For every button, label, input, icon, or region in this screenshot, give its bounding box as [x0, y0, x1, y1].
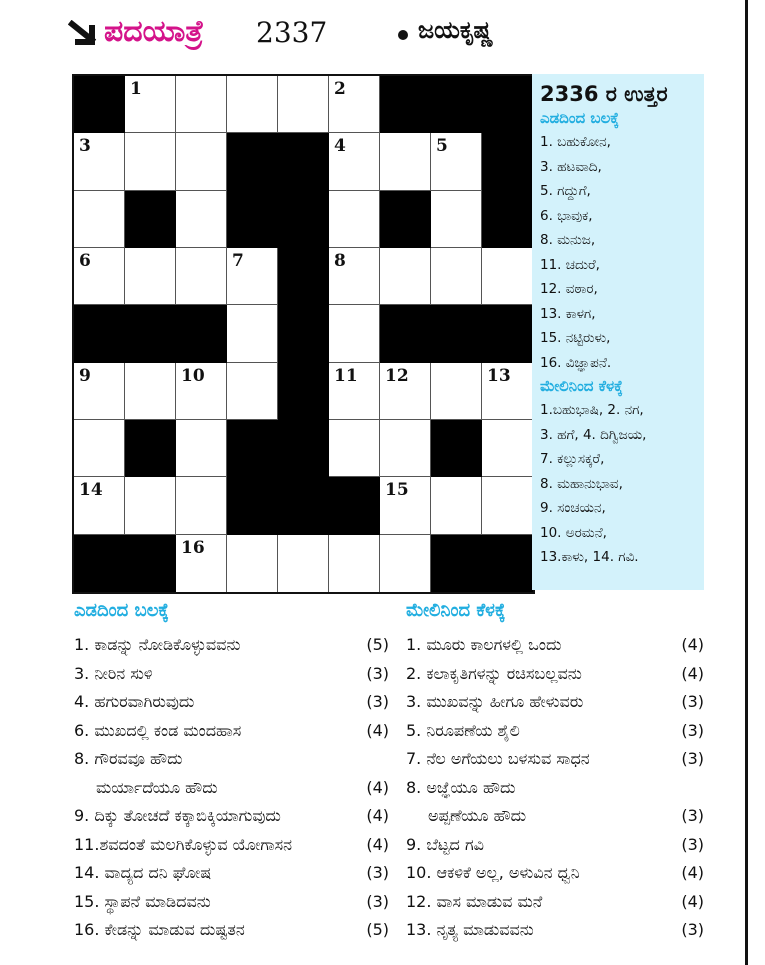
answer-item: 10. ಅರಮನೆ, [540, 524, 607, 541]
grid-cell[interactable] [125, 133, 176, 190]
cell-number: 4 [334, 136, 346, 157]
black-cell [278, 248, 329, 305]
clue-text: 5. ನಿರೂಪಣೆಯ ಶೈಲಿ [406, 720, 520, 740]
grid-cell[interactable] [176, 76, 227, 133]
cell-number: 12 [385, 365, 409, 386]
black-cell [278, 305, 329, 362]
grid-cell[interactable] [227, 305, 278, 362]
black-cell [431, 535, 482, 592]
clue-item [406, 774, 704, 803]
grid-cell[interactable] [380, 133, 431, 190]
cell-number: 10 [181, 365, 205, 386]
black-cell [482, 133, 533, 190]
clue-item [406, 631, 704, 660]
answers-heading: 2336 ರ ಉತ್ತರ [540, 82, 668, 106]
black-cell [380, 191, 431, 248]
clue-length: (3) [681, 749, 704, 768]
black-cell [74, 535, 125, 592]
clue-text: 11.ಶವದಂತೆ ಮಲಗಿಕೊಳ್ಳುವ ಯೋಗಾಸನ [74, 834, 293, 854]
black-cell [125, 535, 176, 592]
clue-text: 6. ಮುಖದಲ್ಲಿ ಕಂಡ ಮಂದಹಾಸ [74, 720, 242, 740]
grid-cell[interactable] [176, 191, 227, 248]
down-clues-list [406, 631, 704, 945]
author-name: ಜಯಕೃಷ್ಣ [418, 16, 494, 44]
cell-number: 2 [334, 79, 346, 99]
black-cell [431, 76, 482, 133]
clue-length: (4) [366, 806, 389, 825]
grid-cell[interactable] [380, 535, 431, 592]
bullet-icon [398, 30, 408, 40]
clue-item [74, 888, 389, 917]
clue-item [74, 688, 389, 717]
answer-item: 13. ಕಾಳಗ, [540, 305, 596, 322]
grid-cell[interactable] [278, 76, 329, 133]
grid-cell[interactable] [125, 76, 176, 133]
grid-cell[interactable] [380, 420, 431, 477]
clue-text: 1. ಕಾಡನ್ನು ನೋಡಿಕೊಳ್ಳುವವನು [74, 635, 241, 654]
answer-item: 1.ಬಹುಭಾಷಿ, 2. ನಗ, [540, 402, 644, 418]
black-cell [482, 305, 533, 362]
black-cell [227, 133, 278, 190]
grid-cell[interactable] [329, 305, 380, 362]
black-cell [278, 363, 329, 420]
clue-length: (3) [366, 692, 389, 711]
grid-cell[interactable] [329, 76, 380, 133]
clue-length: (4) [681, 863, 704, 882]
clue-text: 3. ನೀರಿನ ಸುಳಿ [74, 663, 153, 683]
black-cell [329, 477, 380, 534]
clue-text: 1. ಮೂರು ಕಾಲಗಳಲ್ಲಿ ಒಂದು [406, 635, 562, 654]
cell-number: 3 [79, 136, 91, 157]
across-clues-list [74, 631, 389, 945]
grid-cell[interactable] [74, 191, 125, 248]
clue-text: 16. ಕೇಡನ್ನು ಮಾಡುವ ದುಷ್ಟತನ [74, 920, 245, 939]
clue-length: (4) [681, 635, 704, 654]
clue-length: (4) [366, 777, 389, 797]
clue-item [406, 859, 704, 888]
clue-item [74, 831, 389, 860]
grid-cell[interactable] [176, 420, 227, 477]
clue-item [406, 831, 704, 860]
cell-number: 5 [436, 136, 448, 157]
arrow-down-right-icon [68, 20, 102, 50]
page-header [68, 10, 538, 60]
answer-item: 6. ಭಾವುಕ, [540, 207, 593, 224]
clue-length: (3) [366, 863, 389, 882]
grid-cell[interactable] [74, 248, 125, 305]
answer-item: 7. ಕಲ್ಲುಸಕ್ಕರೆ, [540, 451, 605, 467]
clue-item [406, 802, 704, 831]
clue-text: 10. ಆಕಳಿಕೆ ಅಲ್ಲ, ಅಳುವಿನ ಧ್ವನಿ [406, 863, 580, 882]
black-cell [431, 305, 482, 362]
black-cell [278, 420, 329, 477]
across-clues-column [74, 600, 389, 945]
grid-cell[interactable] [329, 191, 380, 248]
black-cell [482, 191, 533, 248]
clue-text: 15. ಸ್ಥಾಪನೆ ಮಾಡಿದವನು [74, 891, 211, 911]
clue-item [406, 660, 704, 689]
grid-cell[interactable] [74, 420, 125, 477]
clue-item [406, 745, 704, 774]
clue-length: (4) [366, 834, 389, 854]
black-cell [125, 305, 176, 362]
cell-number: 16 [181, 537, 205, 558]
grid-cell[interactable] [125, 248, 176, 305]
black-cell [74, 76, 125, 133]
clue-length: (3) [681, 720, 704, 740]
black-cell [125, 420, 176, 477]
grid-cell[interactable] [74, 133, 125, 190]
answer-item: 16. ವಿಜ್ಞಾಪನೆ. [540, 354, 612, 371]
grid-cell[interactable] [431, 248, 482, 305]
previous-answers-panel [532, 74, 704, 590]
cell-number: 1 [130, 79, 142, 99]
clue-text: 13. ನೃತ್ಯ ಮಾಡುವವನು [406, 920, 534, 939]
black-cell [482, 535, 533, 592]
clue-text: 7. ನೆಲ ಅಗೆಯಲು ಬಳಸುವ ಸಾಧನ [406, 749, 590, 768]
clue-text: 3. ಮುಖವನ್ನು ಹೀಗೂ ಹೇಳುವರು [406, 692, 584, 711]
answer-item: 1. ಬಹುಕೋನ, [540, 134, 611, 150]
clue-text: 8. ಅಜ್ಞೆಯೂ ಹೌದು [406, 777, 516, 797]
clue-length: (3) [681, 834, 704, 854]
grid-cell[interactable] [329, 420, 380, 477]
black-cell [278, 133, 329, 190]
clue-text: 9. ದಿಕ್ಕು ತೋಚದೆ ಕಕ್ಕಾಬಿಕ್ಕಿಯಾಗುವುದು [74, 806, 281, 825]
clue-item [74, 660, 389, 689]
black-cell [74, 305, 125, 362]
grid-cell[interactable] [176, 535, 227, 592]
grid-cell[interactable] [380, 363, 431, 420]
grid-cell[interactable] [380, 477, 431, 534]
down-clues-column [406, 600, 704, 945]
clue-item [406, 888, 704, 917]
grid-cell[interactable] [329, 535, 380, 592]
grid-cell[interactable] [482, 477, 533, 534]
clue-item [74, 717, 389, 746]
grid-cell[interactable] [125, 477, 176, 534]
grid-cell[interactable] [329, 363, 380, 420]
black-cell [227, 420, 278, 477]
black-cell [380, 305, 431, 362]
clue-text: ಮರ್ಯಾದೆಯೂ ಹೌದು [96, 777, 218, 797]
answer-item: 12. ವಠಾರ, [540, 281, 598, 297]
cell-number: 8 [334, 250, 346, 271]
grid-cell[interactable] [431, 133, 482, 190]
answer-item: 5. ಗದ್ದುಗೆ, [540, 183, 591, 199]
grid-cell[interactable] [380, 248, 431, 305]
grid-cell[interactable] [176, 133, 227, 190]
grid-cell[interactable] [176, 248, 227, 305]
grid-cell[interactable] [227, 76, 278, 133]
grid-cell[interactable] [329, 248, 380, 305]
grid-cell[interactable] [176, 363, 227, 420]
clue-item [74, 774, 389, 803]
cell-number: 6 [79, 250, 91, 271]
puzzle-title: ಪದಯಾತ್ರೆ [104, 14, 204, 49]
answer-item: 9. ಸಂಚಯನ, [540, 500, 606, 516]
black-cell [227, 191, 278, 248]
grid-cell[interactable] [482, 248, 533, 305]
clue-text: ಅಪ್ಪಣೆಯೂ ಹೌದು [428, 806, 527, 825]
clue-item [74, 802, 389, 831]
clue-item [74, 916, 389, 945]
clue-text: 14. ವಾದ್ಯದ ದನಿ ಘೋಷ [74, 863, 212, 882]
clue-length: (4) [681, 663, 704, 683]
answer-item: 3. ಹಗೆ, 4. ದಿಗ್ವಿಜಯ, [540, 426, 647, 443]
grid-cell[interactable] [482, 363, 533, 420]
grid-cell[interactable] [74, 477, 125, 534]
clue-length: (3) [681, 806, 704, 825]
cell-number: 11 [334, 365, 358, 386]
cell-number: 9 [79, 365, 91, 386]
black-cell [278, 191, 329, 248]
black-cell [125, 191, 176, 248]
grid-cell[interactable] [227, 535, 278, 592]
grid-cell[interactable] [431, 191, 482, 248]
cell-number: 15 [385, 480, 409, 501]
grid-cell[interactable] [227, 248, 278, 305]
answer-item: 8. ಮಹಾನುಭಾವ, [540, 475, 623, 492]
cell-number: 7 [232, 250, 244, 271]
answers-down-list [540, 398, 698, 570]
answers-down-heading: ಮೇಲಿನಿಂದ ಕೆಳಕ್ಕೆ [540, 377, 623, 395]
across-clues-heading: ಎಡದಿಂದ ಬಲಕ್ಕೆ [74, 600, 169, 621]
black-cell [227, 477, 278, 534]
clue-length: (3) [681, 692, 704, 711]
answer-item: 3. ಹಟವಾದಿ, [540, 158, 602, 175]
clue-text: 8. ಗೌರವವೂ ಹೌದು [74, 749, 183, 768]
clue-text: 2. ಕಲಾಕೃತಿಗಳನ್ನು ರಚಿಸಬಲ್ಲವನು [406, 663, 582, 683]
clue-text: 9. ಬೆಟ್ಟದ ಗವಿ [406, 834, 484, 854]
crossword-grid [72, 74, 535, 594]
clue-length: (3) [681, 920, 704, 939]
answer-item: 11. ಚದುರೆ, [540, 256, 600, 273]
grid-cell[interactable] [74, 363, 125, 420]
answer-item: 13.ಕಾಳು, 14. ಗವಿ. [540, 549, 639, 565]
clue-item [74, 745, 389, 774]
clue-item [74, 859, 389, 888]
grid-cell[interactable] [125, 363, 176, 420]
black-cell [278, 477, 329, 534]
clue-length: (3) [366, 663, 389, 683]
clue-item [406, 916, 704, 945]
clue-length: (5) [366, 920, 389, 939]
clue-length: (4) [681, 891, 704, 911]
answer-item: 8. ಮನುಜ, [540, 232, 596, 248]
clue-item [406, 688, 704, 717]
grid-cell[interactable] [431, 363, 482, 420]
grid-cell[interactable] [482, 420, 533, 477]
clue-item [74, 631, 389, 660]
cell-number: 14 [79, 480, 103, 501]
clue-text: 12. ವಾಸ ಮಾಡುವ ಮನೆ [406, 891, 543, 911]
puzzle-number: 2337 [256, 16, 328, 49]
clue-length: (4) [366, 720, 389, 740]
grid-cell[interactable] [278, 535, 329, 592]
black-cell [176, 305, 227, 362]
grid-cell[interactable] [431, 477, 482, 534]
grid-cell[interactable] [227, 363, 278, 420]
answers-across-list [540, 130, 698, 375]
clue-length: (3) [366, 891, 389, 911]
clue-item [406, 717, 704, 746]
grid-cell[interactable] [329, 133, 380, 190]
black-cell [431, 420, 482, 477]
clue-text: 4. ಹಗುರವಾಗಿರುವುದು [74, 692, 195, 711]
black-cell [380, 76, 431, 133]
answer-item: 15. ನಟ್ಟಿರುಳು, [540, 330, 611, 346]
right-border-rule [745, 0, 748, 965]
cell-number: 13 [487, 365, 511, 386]
clue-length: (5) [366, 635, 389, 654]
answers-across-heading: ಎಡದಿಂದ ಬಲಕ್ಕೆ [540, 109, 620, 127]
down-clues-heading: ಮೇಲಿನಿಂದ ಕೆಳಕ್ಕೆ [406, 600, 506, 621]
black-cell [482, 76, 533, 133]
grid-cell[interactable] [176, 477, 227, 534]
